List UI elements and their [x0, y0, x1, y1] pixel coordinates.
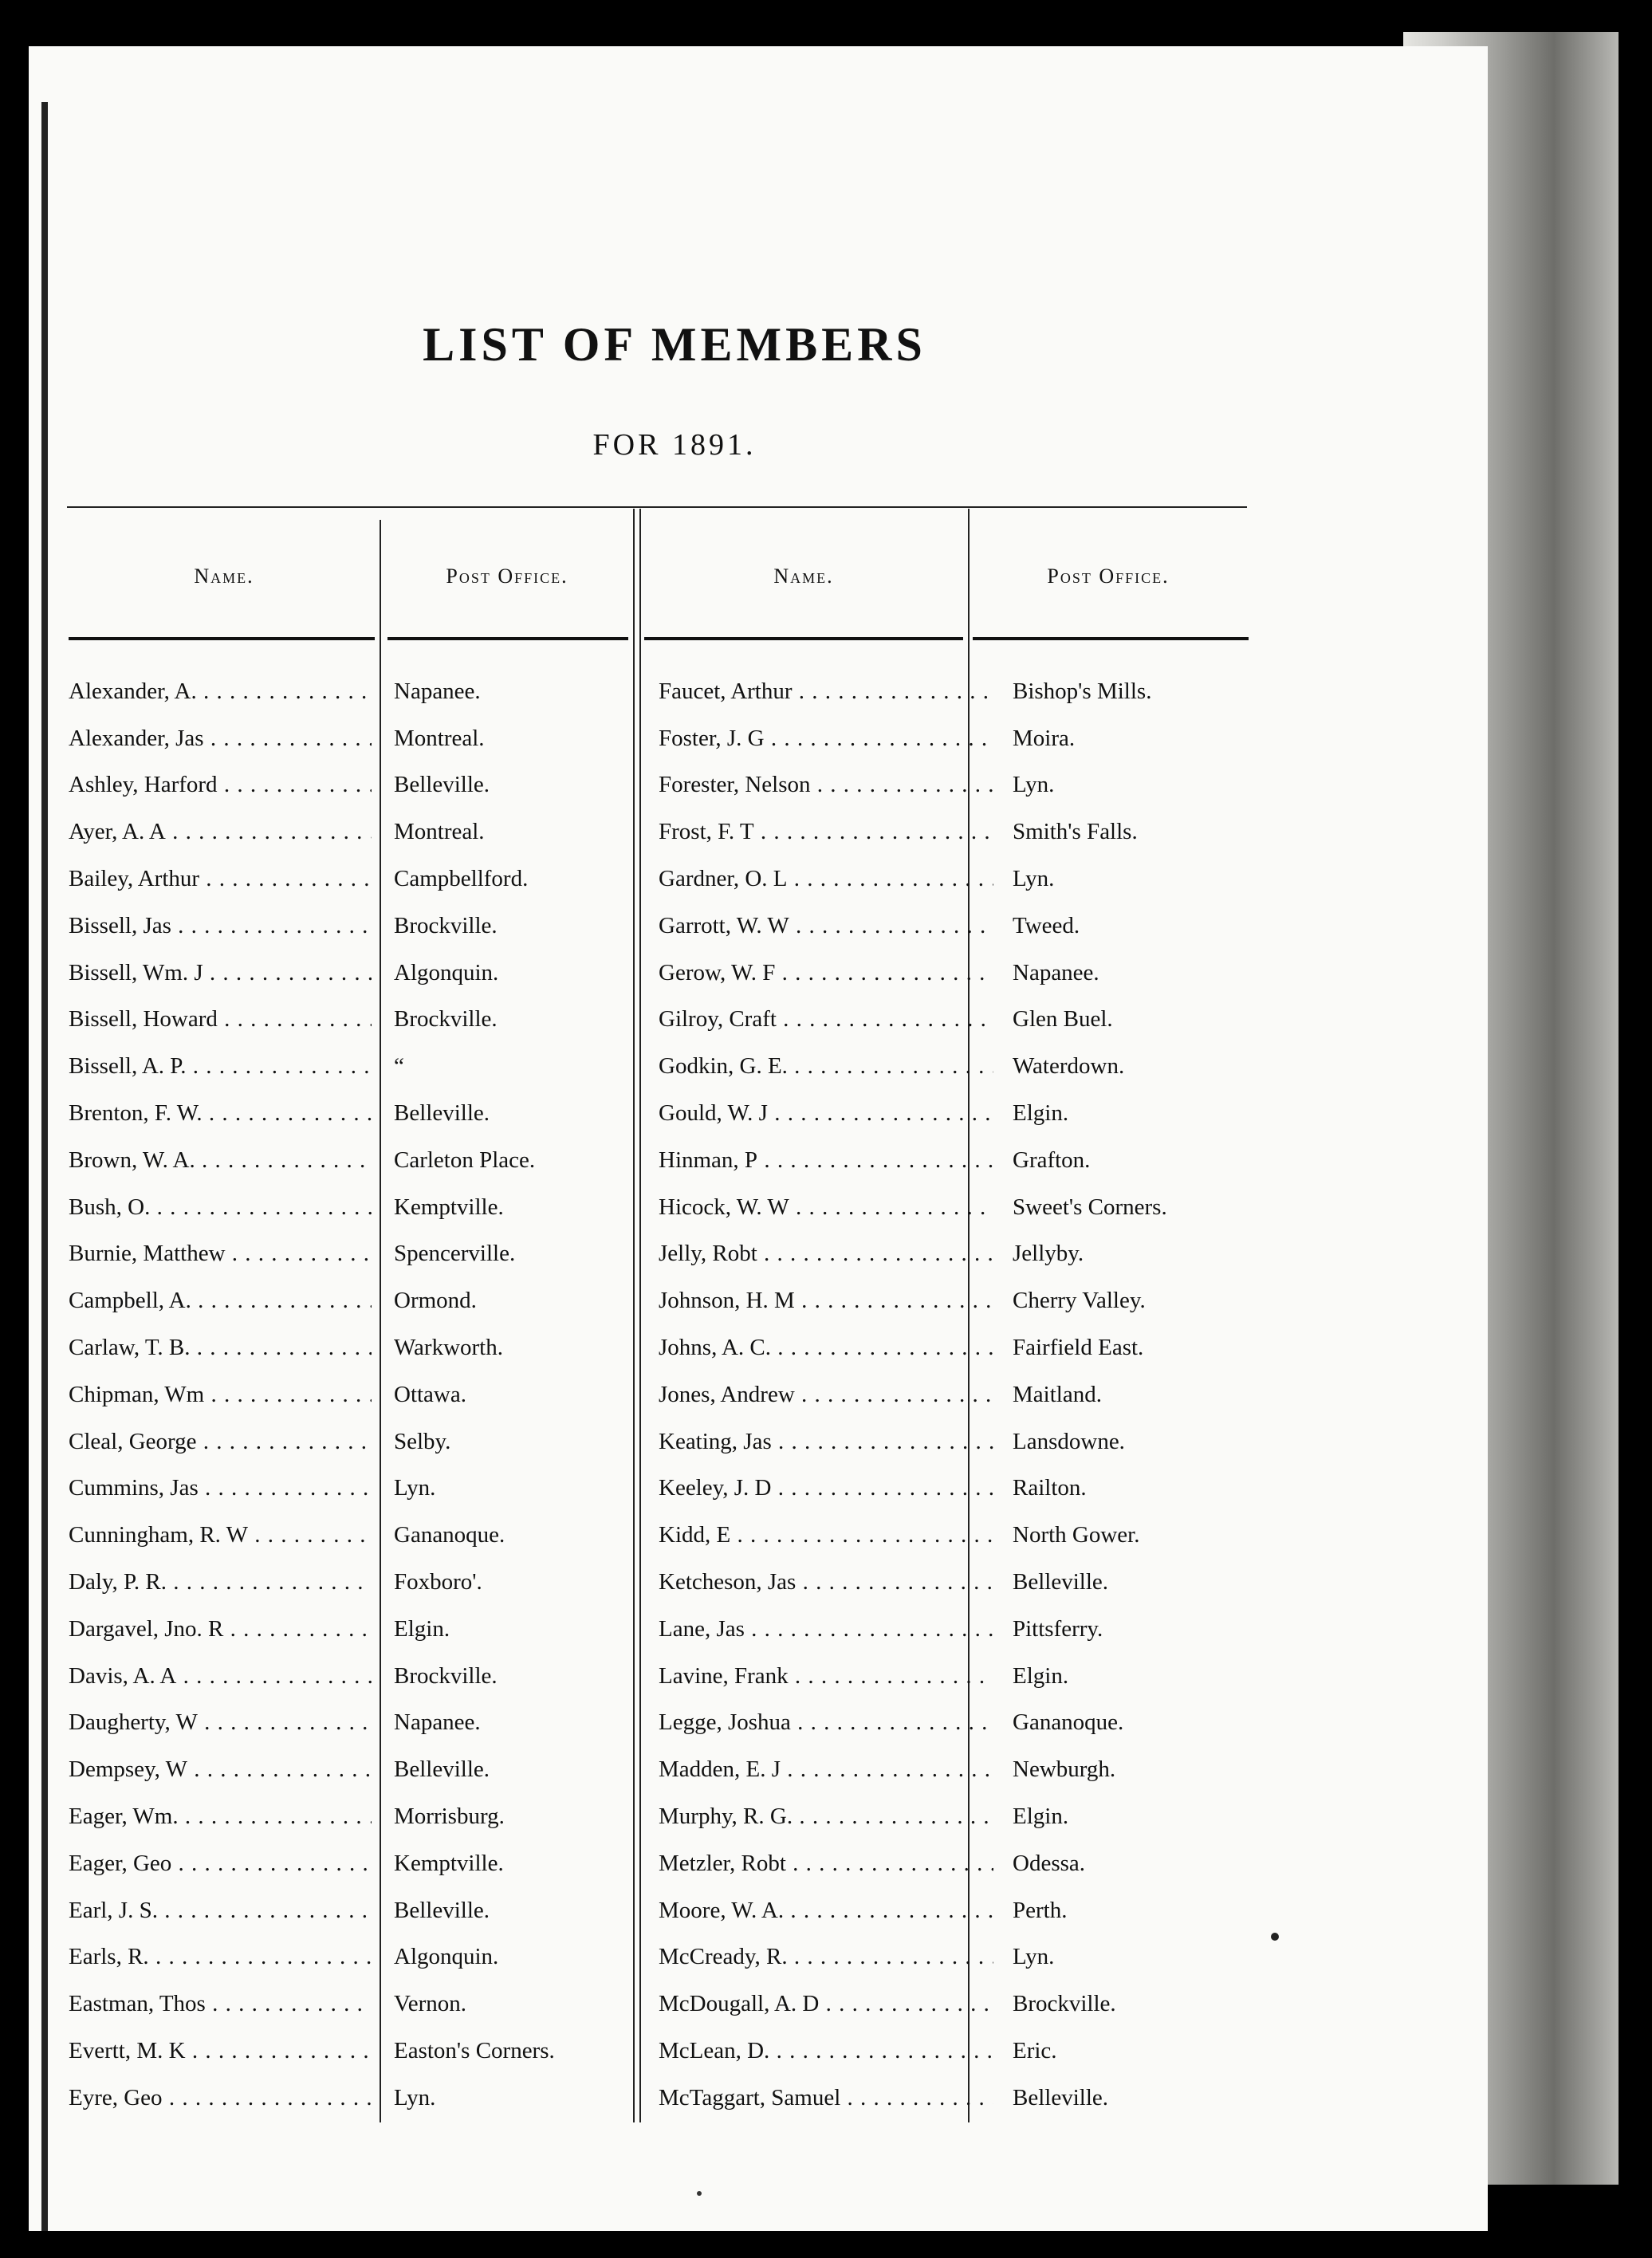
- member-post-office: Glen Buel.: [1013, 1006, 1113, 1033]
- member-post-office: Tweed.: [1013, 912, 1080, 938]
- member-post-office: Belleville.: [1013, 2084, 1108, 2110]
- member-name: Bailey, Arthur . . .: [69, 866, 372, 892]
- member-name: Keeley, J. D . . .: [659, 1475, 993, 1501]
- left-member-row: [69, 668, 627, 715]
- member-post-office: “: [394, 1053, 404, 1080]
- header-rule: [69, 637, 375, 640]
- member-name: Burnie, Matthew . . .: [69, 1241, 372, 1267]
- member-name: Jones, Andrew . . .: [659, 1382, 993, 1408]
- member-name: Legge, Joshua . . .: [659, 1709, 993, 1736]
- member-name: Faucet, Arthur . . .: [659, 679, 993, 705]
- page-subtitle: FOR 1891.: [592, 428, 757, 462]
- member-post-office: Belleville.: [394, 772, 490, 798]
- member-post-office: Jellyby.: [1013, 1241, 1084, 1267]
- member-name: McTaggart, Samuel . . .: [659, 2085, 993, 2111]
- member-post-office: Brockville.: [394, 1006, 498, 1033]
- table-top-rule: [67, 506, 1247, 508]
- member-post-office: Montreal.: [394, 819, 485, 845]
- member-post-office: Elgin.: [1013, 1662, 1069, 1689]
- member-post-office: Easton's Corners.: [394, 2038, 555, 2063]
- left-member-row: [69, 1793, 627, 1840]
- member-name: Ayer, A. A . . .: [69, 819, 372, 845]
- header-name-left: Name.: [194, 564, 254, 588]
- member-post-office: Lyn.: [394, 2084, 436, 2110]
- right-member-row: [659, 1934, 1296, 1981]
- right-member-row: [659, 1371, 1296, 1418]
- left-member-row: [69, 1746, 627, 1793]
- member-name: Ashley, Harford . . .: [69, 772, 372, 798]
- member-name: Johnson, H. M . . .: [659, 1288, 993, 1314]
- left-member-row: [69, 1371, 627, 1418]
- member-name: McCready, R. . . .: [659, 1944, 993, 1970]
- member-post-office: Spencerville.: [394, 1241, 516, 1267]
- member-post-office: Waterdown.: [1013, 1053, 1125, 1080]
- member-post-office: Gananoque.: [1013, 1709, 1124, 1736]
- left-member-row: [69, 1184, 627, 1231]
- member-name: Earls, R. . . .: [69, 1944, 372, 1970]
- member-post-office: Elgin.: [394, 1615, 450, 1642]
- member-name: Cummins, Jas . . .: [69, 1475, 372, 1501]
- right-member-row: [659, 1231, 1296, 1278]
- right-member-row: [659, 1137, 1296, 1184]
- member-name: Dargavel, Jno. R . . .: [69, 1616, 372, 1642]
- member-name: Cunningham, R. W . . .: [69, 1522, 372, 1548]
- column-divider-double: [633, 509, 635, 2122]
- member-post-office: Perth.: [1013, 1897, 1068, 1923]
- left-member-row: [69, 1512, 627, 1559]
- right-member-row: [659, 903, 1296, 950]
- member-post-office: Carleton Place.: [394, 1147, 536, 1173]
- left-member-row: [69, 1887, 627, 1934]
- member-name: McLean, D. . . .: [659, 2038, 993, 2064]
- member-post-office: Napanee.: [1013, 959, 1099, 985]
- member-name: Murphy, R. G. . . .: [659, 1804, 993, 1830]
- right-member-row: [659, 1465, 1296, 1513]
- member-post-office: Lyn.: [1013, 866, 1055, 892]
- member-post-office: Belleville.: [1013, 1569, 1108, 1595]
- right-member-row: [659, 997, 1296, 1044]
- left-member-row: [69, 1231, 627, 1278]
- member-post-office: Ottawa.: [394, 1381, 466, 1407]
- member-post-office: Pittsferry.: [1013, 1615, 1103, 1642]
- scan-speck: [1271, 1933, 1279, 1941]
- member-post-office: Bishop's Mills.: [1013, 678, 1152, 704]
- scan-speck: [697, 2191, 702, 2196]
- member-post-office: Algonquin.: [394, 1944, 499, 1970]
- member-post-office: Campbellford.: [394, 866, 529, 892]
- member-name: Garrott, W. W . . .: [659, 913, 993, 939]
- left-member-row: [69, 903, 627, 950]
- member-name: Gould, W. J . . .: [659, 1100, 993, 1127]
- right-member-list: [659, 668, 1296, 2122]
- header-post-office-left: Post Office.: [446, 564, 568, 588]
- member-name: Eastman, Thos . . .: [69, 1991, 372, 2017]
- member-post-office: Algonquin.: [394, 959, 499, 985]
- member-post-office: Lyn.: [394, 1475, 436, 1501]
- right-member-row: [659, 668, 1296, 715]
- member-name: Johns, A. C. . . .: [659, 1335, 993, 1361]
- member-post-office: Belleville.: [394, 1897, 490, 1923]
- left-member-row: [69, 1700, 627, 1747]
- right-member-row: [659, 1043, 1296, 1090]
- member-post-office: Brockville.: [394, 1662, 498, 1689]
- member-post-office: Grafton.: [1013, 1147, 1091, 1173]
- left-member-row: [69, 856, 627, 903]
- member-name: Gerow, W. F . . .: [659, 960, 993, 986]
- member-post-office: Vernon.: [394, 1991, 467, 2017]
- member-post-office: Elgin.: [1013, 1100, 1069, 1127]
- member-name: Alexander, Jas . . .: [69, 726, 372, 752]
- left-member-row: [69, 1137, 627, 1184]
- left-member-row: [69, 950, 627, 997]
- right-member-row: [659, 1324, 1296, 1371]
- member-name: Campbell, A. . . .: [69, 1288, 372, 1314]
- member-name: Kidd, E . . .: [659, 1522, 993, 1548]
- left-member-row: [69, 1606, 627, 1653]
- member-name: Foster, J. G . . .: [659, 726, 993, 752]
- right-member-row: [659, 808, 1296, 856]
- member-name: McDougall, A. D . . .: [659, 1991, 993, 2017]
- member-post-office: Brockville.: [1013, 1991, 1116, 2017]
- member-name: Jelly, Robt . . .: [659, 1241, 993, 1267]
- member-name: Frost, F. T . . .: [659, 819, 993, 845]
- member-name: Bissell, Jas . . .: [69, 913, 372, 939]
- left-member-row: [69, 1981, 627, 2028]
- left-member-row: [69, 808, 627, 856]
- member-name: Brenton, F. W. . . .: [69, 1100, 372, 1127]
- member-name: Lavine, Frank . . .: [659, 1663, 993, 1690]
- member-name: Hicock, W. W . . .: [659, 1194, 993, 1221]
- header-post-office-right: Post Office.: [1047, 564, 1170, 588]
- member-post-office: Belleville.: [394, 1756, 490, 1783]
- member-post-office: Lansdowne.: [1013, 1428, 1125, 1454]
- member-post-office: Ormond.: [394, 1288, 477, 1314]
- member-post-office: Belleville.: [394, 1100, 490, 1127]
- left-member-list: [69, 668, 627, 2122]
- right-member-row: [659, 715, 1296, 762]
- member-name: Gardner, O. L . . .: [659, 866, 993, 892]
- member-name: Bissell, Wm. J . . .: [69, 960, 372, 986]
- right-member-row: [659, 1746, 1296, 1793]
- member-name: Chipman, Wm . . .: [69, 1382, 372, 1408]
- left-member-row: [69, 715, 627, 762]
- right-member-row: [659, 762, 1296, 809]
- member-post-office: Elgin.: [1013, 1804, 1069, 1830]
- member-name: Lane, Jas . . .: [659, 1616, 993, 1642]
- member-name: Davis, A. A . . .: [69, 1663, 372, 1690]
- member-name: Bissell, A. P. . . .: [69, 1053, 372, 1080]
- member-post-office: Brockville.: [394, 912, 498, 938]
- right-member-row: [659, 1840, 1296, 1887]
- binding-gutter: [41, 102, 48, 2231]
- member-name: Carlaw, T. B. . . .: [69, 1335, 372, 1361]
- member-name: Godkin, G. E. . . .: [659, 1053, 993, 1080]
- right-member-row: [659, 1418, 1296, 1465]
- member-post-office: Railton.: [1013, 1475, 1087, 1501]
- member-post-office: Sweet's Corners.: [1013, 1194, 1167, 1220]
- header-rule: [644, 637, 963, 640]
- member-post-office: Cherry Valley.: [1013, 1288, 1146, 1314]
- member-name: Hinman, P . . .: [659, 1147, 993, 1174]
- left-member-row: [69, 997, 627, 1044]
- header-rule: [973, 637, 1249, 640]
- member-post-office: Kemptville.: [394, 1850, 504, 1876]
- left-member-row: [69, 2075, 627, 2122]
- member-post-office: North Gower.: [1013, 1522, 1140, 1548]
- right-member-row: [659, 856, 1296, 903]
- right-member-row: [659, 1090, 1296, 1137]
- right-member-row: [659, 1512, 1296, 1559]
- member-post-office: Smith's Falls.: [1013, 819, 1138, 845]
- member-post-office: Eric.: [1013, 2038, 1057, 2063]
- member-name: Daly, P. R. . . .: [69, 1569, 372, 1595]
- member-post-office: Fairfield East.: [1013, 1335, 1144, 1361]
- member-name: Eager, Wm. . . .: [69, 1804, 372, 1830]
- right-member-row: [659, 1653, 1296, 1700]
- left-member-row: [69, 1840, 627, 1887]
- member-name: Ketcheson, Jas . . .: [659, 1569, 993, 1595]
- left-member-row: [69, 1559, 627, 1606]
- left-member-row: [69, 2028, 627, 2075]
- member-name: Forester, Nelson . . .: [659, 772, 993, 798]
- member-post-office: Morrisburg.: [394, 1804, 505, 1830]
- right-member-row: [659, 1559, 1296, 1606]
- left-member-row: [69, 1324, 627, 1371]
- header-rule: [387, 637, 628, 640]
- member-name: Madden, E. J . . .: [659, 1756, 993, 1783]
- member-name: Cleal, George . . .: [69, 1429, 372, 1455]
- member-post-office: Newburgh.: [1013, 1756, 1116, 1783]
- member-post-office: Napanee.: [394, 678, 481, 704]
- member-name: Bush, O. . . .: [69, 1194, 372, 1221]
- left-member-row: [69, 1418, 627, 1465]
- member-name: Brown, W. A. . . .: [69, 1147, 372, 1174]
- member-post-office: Gananoque.: [394, 1522, 505, 1548]
- header-name-right: Name.: [773, 564, 834, 588]
- member-post-office: Moira.: [1013, 725, 1076, 751]
- left-member-row: [69, 1090, 627, 1137]
- member-post-office: Kemptville.: [394, 1194, 504, 1220]
- column-divider-double: [639, 509, 641, 2122]
- member-post-office: Selby.: [394, 1428, 451, 1454]
- member-name: Moore, W. A. . . .: [659, 1898, 993, 1924]
- member-name: Dempsey, W . . .: [69, 1756, 372, 1783]
- left-member-row: [69, 1934, 627, 1981]
- right-member-row: [659, 1277, 1296, 1324]
- right-member-row: [659, 1981, 1296, 2028]
- member-name: Daugherty, W . . .: [69, 1709, 372, 1736]
- member-name: Keating, Jas . . .: [659, 1429, 993, 1455]
- member-post-office: Maitland.: [1013, 1381, 1102, 1407]
- member-name: Eager, Geo . . .: [69, 1851, 372, 1877]
- member-post-office: Montreal.: [394, 725, 485, 751]
- document-page: [29, 46, 1488, 2231]
- member-post-office: Lyn.: [1013, 1944, 1055, 1970]
- member-name: Metzler, Robt . . .: [659, 1851, 993, 1877]
- right-member-row: [659, 1887, 1296, 1934]
- page-title: LIST OF MEMBERS: [423, 318, 926, 371]
- member-name: Gilroy, Craft . . .: [659, 1006, 993, 1033]
- member-post-office: Napanee.: [394, 1709, 481, 1736]
- right-member-row: [659, 1700, 1296, 1747]
- right-member-row: [659, 2028, 1296, 2075]
- member-name: Evertt, M. K . . .: [69, 2038, 372, 2064]
- right-member-row: [659, 2075, 1296, 2122]
- left-member-row: [69, 1277, 627, 1324]
- left-member-row: [69, 1043, 627, 1090]
- member-post-office: Lyn.: [1013, 772, 1055, 798]
- member-name: Bissell, Howard . . .: [69, 1006, 372, 1033]
- right-member-row: [659, 950, 1296, 997]
- member-post-office: Odessa.: [1013, 1850, 1086, 1876]
- right-member-row: [659, 1184, 1296, 1231]
- member-post-office: Warkworth.: [394, 1335, 503, 1361]
- left-member-row: [69, 1465, 627, 1513]
- right-member-row: [659, 1606, 1296, 1653]
- member-name: Eyre, Geo . . .: [69, 2085, 372, 2111]
- member-name: Earl, J. S. . . .: [69, 1898, 372, 1924]
- right-member-row: [659, 1793, 1296, 1840]
- left-member-row: [69, 1653, 627, 1700]
- member-name: Alexander, A. . . .: [69, 679, 372, 705]
- member-post-office: Foxboro'.: [394, 1569, 482, 1595]
- left-member-row: [69, 762, 627, 809]
